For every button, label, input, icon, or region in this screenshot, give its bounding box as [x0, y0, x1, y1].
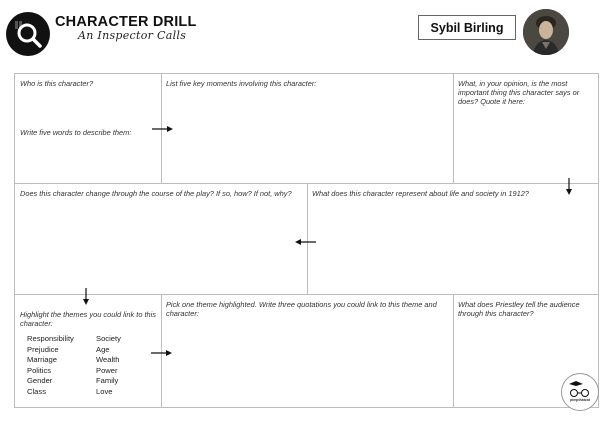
theme-item: Class [27, 386, 46, 396]
themes-list-right [96, 334, 121, 397]
theme-item: Marriage [27, 355, 57, 364]
prompt-change: Does this character change through the course of the play? If so, how? If not, why? [20, 189, 292, 198]
grid-line [598, 73, 599, 408]
theme-item: Family [96, 376, 119, 385]
grid-line [453, 73, 454, 184]
brand-text: pimpthatcat [570, 398, 590, 402]
grid-line [14, 73, 599, 74]
prompt-key-moments: List five key moments involving this character: [166, 79, 317, 88]
theme-item: Responsibility [27, 334, 74, 343]
themes-list-left [27, 334, 74, 397]
prompt-important-thing: What, in your opinion, is the most important thing this character says or does? Quote it here: [458, 79, 580, 107]
prompt-priestley: What does Priestley tell the audience through this character? [458, 300, 580, 319]
character-portrait [523, 9, 569, 55]
theme-item: Politics [27, 365, 52, 375]
page-title: CHARACTER DRILL [55, 14, 197, 30]
grid-line [14, 407, 599, 408]
magnifier-icon [6, 12, 50, 56]
theme-item: Love [96, 386, 113, 396]
arrow-right-icon [150, 349, 174, 357]
grid-line [14, 73, 15, 408]
prompt-highlight-themes: Highlight the themes you could link to this character: [20, 310, 156, 329]
theme-item: Age [96, 344, 110, 354]
arrow-right-icon [151, 125, 175, 133]
prompt-who: Who is this character? [20, 79, 94, 88]
theme-item: Society [96, 334, 121, 343]
glasses-icon [561, 373, 599, 411]
arrow-down-icon [82, 287, 90, 307]
prompt-pick-theme: Pick one theme highlighted. Write three quotations you could link to this theme and character: [166, 300, 437, 319]
arrow-down-icon [565, 177, 573, 197]
logo [6, 12, 50, 56]
theme-item: Gender [27, 376, 53, 385]
prompt-represent: What does this character represent about life and society in 1912? [312, 189, 529, 198]
theme-item: Power [96, 365, 118, 375]
prompt-five-words: Write five words to describe them: [20, 128, 132, 137]
grid-line [453, 294, 454, 408]
theme-item: Prejudice [27, 344, 59, 354]
brand-badge [561, 373, 599, 411]
arrow-left-icon [293, 238, 317, 246]
character-name-box: Sybil Birling [418, 15, 516, 40]
page-subtitle: An Inspector Calls [78, 29, 187, 42]
theme-item: Wealth [96, 355, 120, 364]
